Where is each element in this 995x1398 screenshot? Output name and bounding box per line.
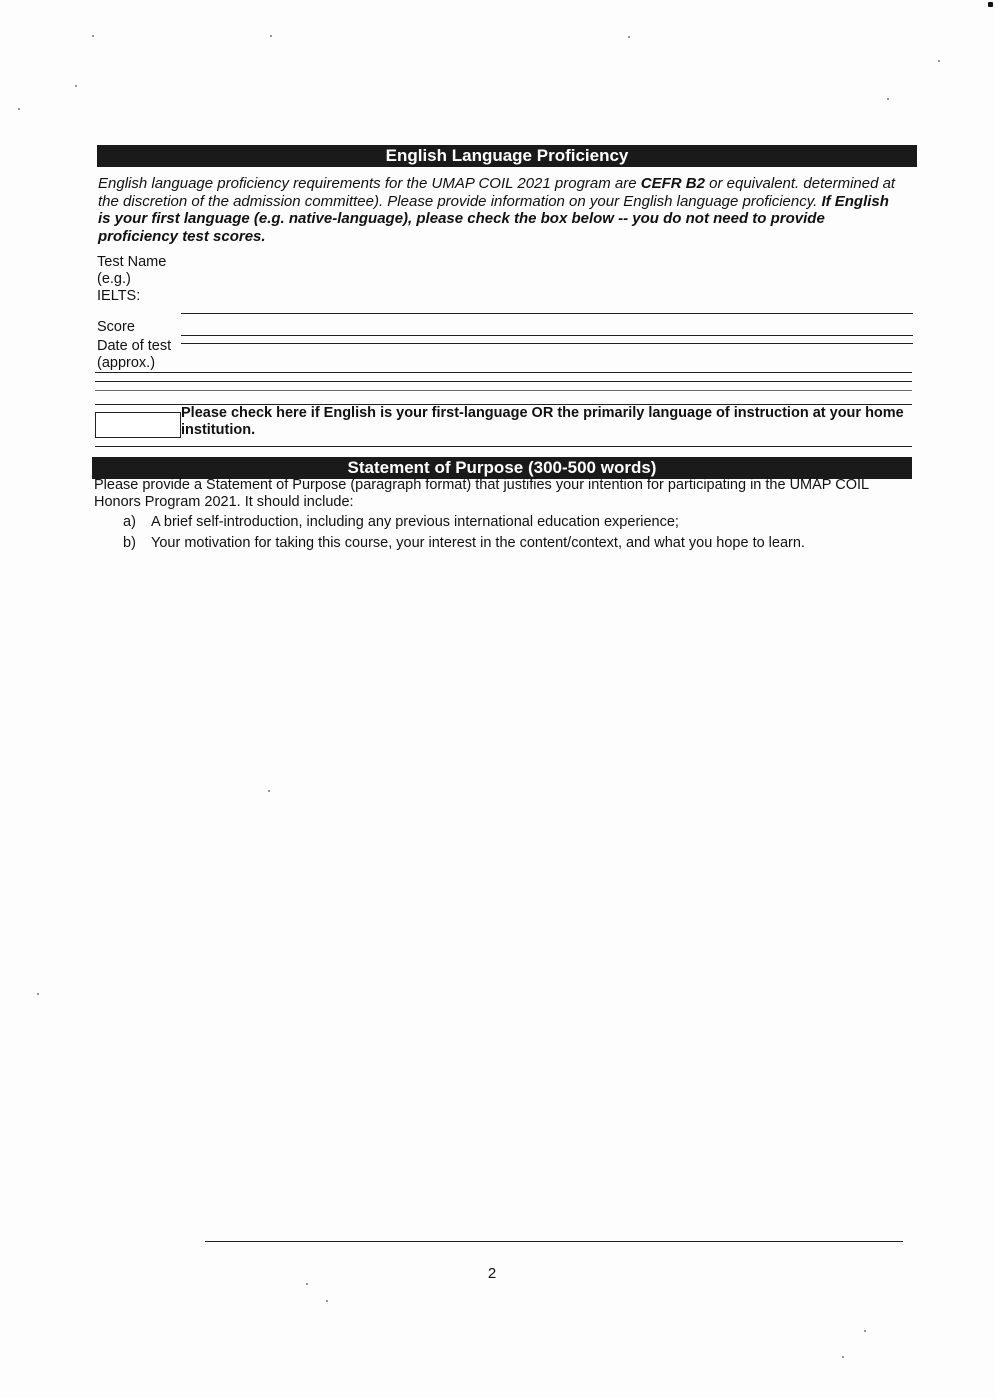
list-item (123, 535, 883, 553)
scan-speck (270, 35, 272, 37)
list-item-marker: b) (123, 535, 136, 551)
intro-bold-note: If English is your first language (e.g. native-language), please check the box below -- you do not need to provide proficiency test scores. (98, 192, 889, 245)
statement-of-purpose-header-text: Statement of Purpose (300-500 words) (347, 458, 657, 477)
date-of-test-label: Date of test (approx.) (97, 338, 172, 371)
table-rule (95, 390, 912, 391)
scan-speck (268, 790, 270, 792)
scan-speck (18, 108, 20, 110)
scan-speck (326, 1300, 328, 1302)
table-rule (95, 446, 912, 447)
footer-rule (205, 1241, 903, 1242)
first-language-checkbox-label: Please check here if English is your first-language OR the primarily language of instruction at your home institution. (181, 405, 904, 438)
scan-speck (628, 36, 630, 38)
scan-speck (37, 993, 39, 995)
english-proficiency-header (97, 145, 917, 167)
test-name-field[interactable] (181, 313, 913, 314)
score-label: Score (97, 319, 135, 335)
scan-speck (887, 98, 889, 100)
statement-of-purpose-header (92, 457, 912, 479)
list-item-text: Your motivation for taking this course, your interest in the content/context, and what you hope to learn. (151, 535, 805, 551)
list-item-marker: a) (123, 514, 136, 530)
page-number: 2 (487, 1265, 497, 1282)
test-name-label: Test Name (e.g.) IELTS: (97, 254, 167, 304)
english-proficiency-header-text: English Language Proficiency (385, 146, 629, 165)
scan-speck (988, 2, 993, 7)
table-rule (95, 381, 912, 382)
score-field[interactable] (181, 335, 913, 336)
list-item (123, 514, 883, 532)
date-of-test-field[interactable] (181, 343, 913, 344)
first-language-checkbox[interactable] (95, 412, 181, 438)
scan-speck (306, 1283, 308, 1285)
scan-speck (864, 1330, 866, 1332)
scan-speck (75, 85, 77, 87)
sop-intro-paragraph: Please provide a Statement of Purpose (paragraph format) that justifies your intention for participating in the UMAP COIL Honors Program 2021. It should include: (94, 477, 869, 510)
list-item-text: A brief self-introduction, including any previous international education experience; (151, 514, 679, 530)
scan-speck (92, 35, 94, 37)
cefr-level: CEFR B2 (640, 175, 705, 192)
english-intro-paragraph: English language proficiency requirements for the UMAP COIL 2021 program are CEFR B2 or equivalent. determined at the discretion of the admission committee). Please provide information on your English language proficiency. If English is your first language (e.g. native-language), please check the box below -- you do not need to provide proficiency test scores. (98, 175, 896, 245)
table-rule (95, 372, 912, 373)
scan-speck (938, 60, 940, 62)
scan-speck (842, 1356, 844, 1358)
